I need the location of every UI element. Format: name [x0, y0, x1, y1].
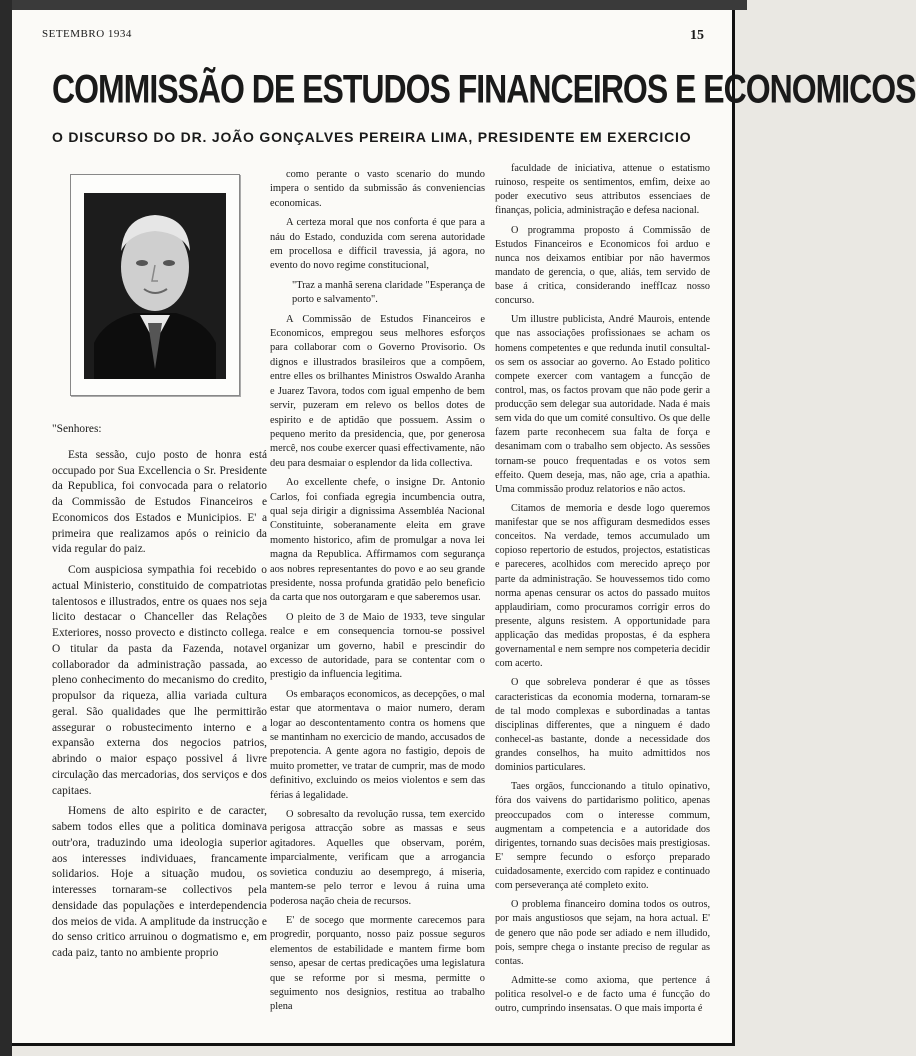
paragraph: Com auspiciosa sympathia foi recebido o actual Ministerio, constituido de compatriotas talentosos e illustrados, entre os quaes nos seja licito destacar o Chanceller das Relações Exteriores, nosso provecto e distincto collega. O titular da pasta da Fazenda, notavel collaborador da administração passada, ao pleno conhecimento do mecanismo do credito, propulsor da riqueza, allia variada cultura geral. São qualidades que lhe permittirão assegurar o robustecimento interno e a expansão externa dos negocios patrios, abrindo o maior espaço possivel á livre circulação das mercadorias, dos serviços e dos capitaes. — [52, 564, 267, 797]
paragraph: Esta sessão, cujo posto de honra está occupado por Sua Excellencia o Sr. Presidente da Republica, foi convocada para o relatorio da Commissão de Estudos Financeiros e Economicos dos Estados e Municipios. E' a primeira que realizamos após o reinicio da vida regular do paiz. — [52, 448, 267, 556]
paragraph: A Commissão de Estudos Financeiros e Economicos, empregou seus melhores esforços para collaborar com o Governo Provisorio. Os dignos e illustrados brasileiros que a compõem, entre elles os brilhantes Ministros Oswaldo Aranha e Juarez Tavora, todos com igual empenho de bem servir, puzeram em relevo os bellos dotes de espirito e de aptidão que possuem. Assim o pequeno merito da presidencia, que, por generosa mercê, nos coube exercer quasi effectivamente, não deu para desmaiar o esplendor da lida collectiva. — [270, 313, 485, 469]
paragraph: Homens de alto espirito e de caracter, sabem todos elles que a politica dominava outr'ora, traduzindo uma ideologia superior aos interesses individuaes, francamente solidarios. Hoje a situação mudou, os interesses tornaram-se collectivos pela densidade das populações e interdependencia dos meios de vida. A amplitude da instrucção e do senso critico arruinou o dogmatismo e, em cada paiz, tanto no ambiente proprio — [52, 805, 267, 959]
verse-quote: "Traz a manhã serena claridade "Esperança de porto e salvamento". — [292, 279, 485, 306]
issue-date: SETEMBRO 1934 — [42, 28, 132, 40]
page-number: 15 — [690, 28, 704, 43]
paragraph: E' de socego que mormente carecemos para progredir, porquanto, nosso paiz possue seguros elementos de estabilidade e mantem firme bom senso, apesar de certas predicações uma legislatura que se reforme por si mesma, permitte o seguimento nos designios, restitua ao trabalho plena — [270, 914, 485, 1013]
portrait-icon — [84, 193, 226, 379]
portrait-photo — [70, 174, 240, 396]
magazine-page — [12, 10, 916, 1046]
paragraph: A certeza moral que nos conforta é que para a náu do Estado, conduzida com serena autoridade em procellosa e difficil travessia, já agora, no evento do novo regime constitucional, — [270, 217, 485, 272]
paragraph: Ao excellente chefe, o insigne Dr. Antonio Carlos, foi confiada egregia incumbencia outra, qual seja dirigir a dignissima Assembléa Nacional Constituinte, soberanamente eleita em grave momento historico, afim de promulgar a nova lei magna da Republica. Affirmamos com segurança aos nobres representantes do povo e ao seu grande presidente, nossa profunda gratidão pelo beneficio da carta que nos outorgaram e que saberemos usar. — [270, 477, 485, 604]
text-column-3 — [495, 162, 710, 1021]
paragraph: Taes orgãos, funccionando a titulo opinativo, fóra dos vaivens do partidarismo politico, apenas preoccupados com o interesse commum, augmentam a competencia e a autoridade dos dirigentes, tornando suas decisões mais prestigiosas. E' sempre fecundo o esforço preparado cuidadosamente, exercido com rapidez e continuado com perseverança até completo exito. — [495, 781, 710, 892]
text-column-1 — [52, 422, 267, 967]
paragraph: faculdade de iniciativa, attenue o estatismo ruinoso, respeite os sentimentos, emfim, deixe ao poder executivo seus attributos essenciaes de finanças, policia, administração e defesa nacional. — [495, 163, 710, 217]
text-column-2 — [270, 168, 485, 1020]
paragraph: O sobresalto da revolução russa, tem exercido perigosa attracção sobre as massas e seus agitadores. Aquelles que observam, porém, imparcialmente, verificam que a arrogancia sovietica conduziu ao desemprego, á miseria, mantem-se pelo terror e levou á ruina uma poderosa nação cheia de recursos. — [270, 809, 485, 907]
paragraph: O programma proposto á Commissão de Estudos Financeiros e Economicos foi arduo e nunca nos deixamos entibiar por não havermos mandato de gerencia, o que, aliás, tem servido de base á critica, considerando ineffIcaz nosso concurso. — [495, 224, 710, 307]
paragraph: como perante o vasto scenario do mundo impera o sentido da submissão ás conveniencias economicas. — [270, 169, 485, 209]
salutation: "Senhores: — [52, 423, 102, 435]
paragraph: Um illustre publicista, André Maurois, entende que nas associações profissionaes se acham os homens competentes e que redunda inutil consultal-os sem os associar ao governo. Ao Estado politico compete exercer com vantagem a funcção de control, mas, os factos provam que não pode gerir a producção sem delegar sua autoridade. Nada é mais sem vida do que um comité consultivo. Os que delle fazem parte reconhecem sua falta de força e desanimam com o trabalho sem objecto. As sessões tornam-se pouco frequentadas e os votos sem effeito. Quem deseja, mas, não age, cria a apathia. Uma commissão produz relatorios e não actos. — [495, 314, 710, 495]
article-title: COMMISSÃO DE ESTUDOS FINANCEIROS E ECONOMICOS — [52, 66, 916, 111]
paragraph: O problema financeiro domina todos os outros, por mais angustiosos que sejam, na hora actual. E' de genero que não pode ser adiado e nem illudido, pois, sempre chega o instante preciso de regular as contas. — [495, 899, 710, 967]
paragraph: Os embaraços economicos, as decepções, o mal estar que atormentava o maior numero, deram logar ao descontentamento contra os homens que se mantinham no exercicio de mando, accusados de prepotencia. A gente agora no fastigio, depois de muito prometter, ve tratar de cumprir, mas de modo definitivo, excluindo os meios violentos e sem das férias á legalidade. — [270, 688, 485, 801]
paragraph: O pleito de 3 de Maio de 1933, teve singular realce e em consequencia tornou-se possivel organizar um governo, habil e prescindir do excesso de autoridade, para se contentar com o prestigio da influencia legitima. — [270, 611, 485, 681]
paragraph: O que sobreleva ponderar é que as tôsses caracteristicas da economia moderna, tornaram-se de tal modo complexas e subordinadas a tantas disciplinas differentes, que a ninguem é dado conhecel-as bastante, donde a necessidade dos grandes conselhos, ha muito admittidos nos dominios particulares. — [495, 677, 710, 774]
article-subtitle: O DISCURSO DO DR. JOÃO GONÇALVES PEREIRA LIMA, PRESIDENTE EM EXERCICIO — [52, 129, 692, 145]
paragraph: Citamos de memoria e desde logo queremos manifestar que se nos affiguram desmedidos esses conceitos. Na verdade, temos accumulado um copioso repertorio de estudos, projectos, estatisticas e pareceres, acolhidos com merecido apreço por parte da administração. Se houvessemos tido como norma apenas censurar os actos do passado muitos applaudiriam, como procuramos corrigir erros do presente, alguns resistem. A opportunidade para applicação das medidas propostas, é da esphera governamental e nem sempre nos competeria decidir com acerto. — [495, 502, 710, 670]
scan-left-edge — [0, 0, 12, 1056]
paragraph: Admitte-se como axioma, que pertence á politica resolvel-o e de facto uma é funcção do outro, cumprindo insensatas. O que mais importa é — [495, 974, 710, 1015]
scan-top-edge — [0, 0, 747, 10]
